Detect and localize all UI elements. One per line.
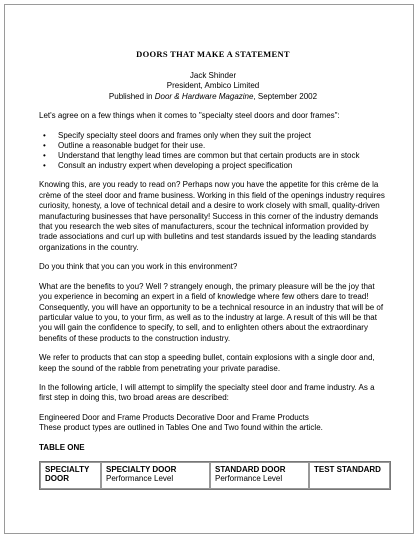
bullet-item: • Specify specialty steel doors and frames only when they suit the project [39, 131, 387, 141]
body-paragraph: Do you think that you can you work in this environment? [39, 262, 238, 272]
bullet-list [39, 131, 387, 172]
bullet-item: • Understand that lengthy lead times are common but that certain products are in stock [39, 151, 387, 161]
header-title: TEST STANDARD [314, 464, 381, 474]
table-header-row [40, 462, 390, 490]
product-types-line: These product types are outlined in Tables One and Two found within the article. [39, 423, 323, 433]
article-title: DOORS THAT MAKE A STATEMENT [136, 49, 290, 59]
article-body [39, 49, 387, 490]
product-types-line: Engineered Door and Frame Products Decorative Door and Frame Products [39, 412, 309, 422]
byline [39, 71, 387, 102]
product-types-paragraph [39, 413, 387, 434]
header-title: STANDARD DOOR [215, 464, 286, 474]
document-page [4, 4, 414, 534]
body-paragraph: What are the benefits to you? Well ? strangely enough, the primary pleasure will be the joy that you experience in becoming an expert in a field of knowledge where few others dare to tread! Consequently, you will have an opportunity to be a technical resource in an industry that will be of particular value to you, to your firm, as well as to the industry at large. A result of this will be that you will gain the confidence to specify, to sell, and to enlighten others about the extraordinary benefits of these products to the construction industry. [39, 281, 384, 343]
header-title: SPECIALTY DOOR [106, 464, 177, 474]
author-title: President, Ambico Limited [166, 81, 260, 91]
publication-line [39, 92, 387, 102]
publication-suffix: , September 2002 [253, 91, 318, 101]
table-one [39, 461, 391, 491]
body-paragraph: Knowing this, are you ready to read on? Perhaps now you have the appetite for this crème de la crème of the steel door and frame business. Working in this field of the openings industry requires curiosity, honesty, a love of technical detail and a desire to work closely with small, quality-driven manufacturing businesses that have personality! Success in this corner of the industry demands that you research the web sites of manufacturers, scour the technical information provided by trade associations and curl up with bulletins and test standards issued by the leading standards organizations in the country. [39, 180, 385, 252]
publication-prefix: Published in [108, 91, 155, 101]
body-paragraph: We refer to products that can stop a speeding bullet, contain explosions with a single door and, keep the sound of the rabble from penetrating your private paradise. [39, 353, 375, 373]
bullet-item: • Consult an industry expert when developing a project specification [39, 161, 387, 171]
bullet-item: • Outline a reasonable budget for their use. [39, 141, 387, 151]
intro-paragraph: Let's agree on a few things when it comes to "specialty steel doors and door frames": [39, 111, 340, 121]
table-header-cell [101, 462, 210, 490]
header-title: SPECIALTY DOOR [45, 464, 90, 484]
body-paragraph: In the following article, I will attempt to simplify the specialty steel door and frame industry. As a first step in doing this, two broad areas are described: [39, 382, 375, 403]
publication-name: Door & Hardware Magazine [154, 91, 254, 101]
header-subtitle: Performance Level [106, 474, 174, 484]
table-heading: TABLE ONE [39, 442, 85, 452]
table-header-cell [40, 462, 101, 490]
table-header-cell [210, 462, 309, 490]
header-subtitle: Performance Level [215, 474, 283, 484]
author-name: Jack Shinder [189, 71, 237, 80]
table-header-cell [309, 462, 390, 490]
